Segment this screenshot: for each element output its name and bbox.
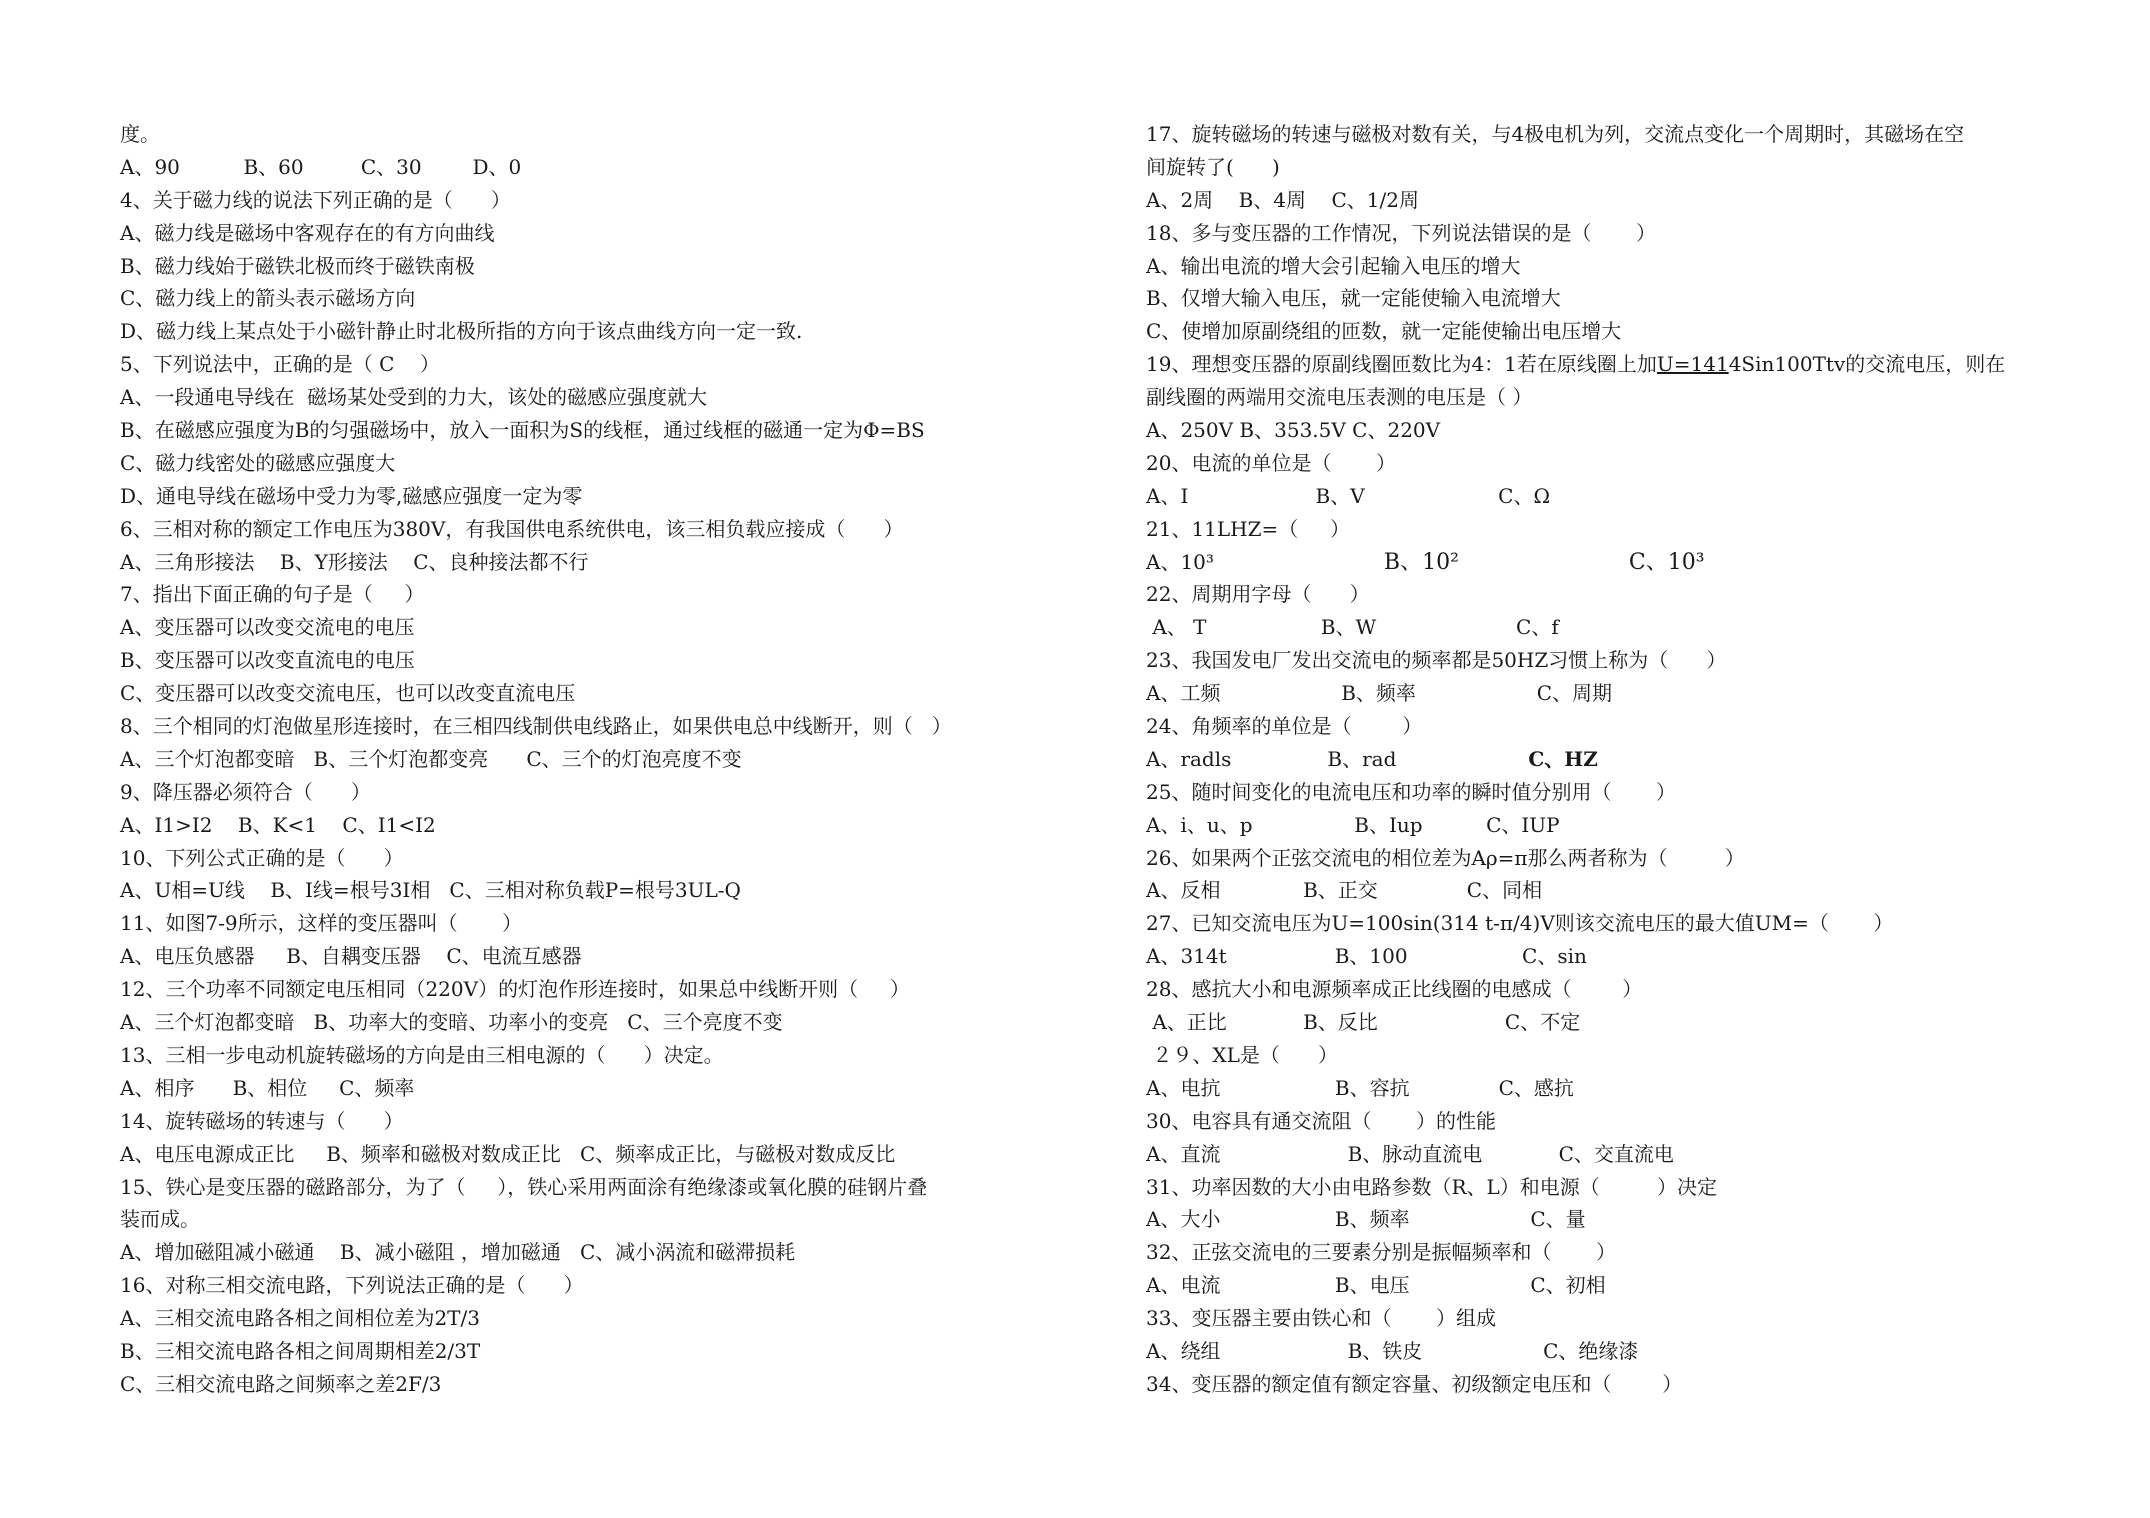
right-line: 28、感抗大小和电源频率成正比线圈的电感成（ ）: [1146, 977, 1643, 1002]
left-line: A、变压器可以改变交流电的电压: [120, 615, 415, 640]
left-line: 6、三相对称的额定工作电压为380V，有我国供电系统供电，该三相负载应接成（ ）: [120, 516, 904, 541]
right-line: A、反相 B、正交 C、同相: [1146, 878, 1543, 903]
left-line: 15、铁心是变压器的磁路部分，为了（ ），铁心采用两面涂有绝缘漆或氧化膜的硅钢片叠: [120, 1174, 928, 1199]
left-line: A、相序 B、相位 C、频率: [120, 1075, 415, 1100]
left-line: B、磁力线始于磁铁北极而终于磁铁南极: [120, 253, 475, 278]
left-line: D、磁力线上某点处于小磁针静止时北极所指的方向于该点曲线方向一定一致.: [120, 319, 803, 344]
left-line: A、三相交流电路各相之间相位差为2T/3: [120, 1306, 480, 1331]
right-line: 26、如果两个正弦交流电的相位差为Aρ=π那么两者称为（ ）: [1146, 845, 1745, 870]
right-line: A、电抗 B、容抗 C、感抗: [1146, 1075, 1574, 1100]
left-line: A、三个灯泡都变暗 B、功率大的变暗、功率小的变亮 C、三个亮度不变: [120, 1010, 783, 1035]
left-line: 5、下列说法中，正确的是（ C ）: [120, 352, 440, 377]
right-line: A、直流 B、脉动直流电 C、交直流电: [1146, 1141, 1674, 1166]
right-line: A、i、u、p B、Iup C、IUP: [1146, 812, 1560, 837]
left-line: 度。: [120, 122, 160, 146]
left-line: A、增加磁阻减小磁通 B、减小磁阻 ，增加磁通 C、减小涡流和磁滞损耗: [120, 1240, 796, 1265]
right-line: A、正比 B、反比 C、不定: [1146, 1010, 1581, 1035]
right-line: A、电流 B、电压 C、初相: [1146, 1273, 1606, 1298]
left-line: 10、下列公式正确的是（ ）: [120, 845, 404, 870]
left-line: A、三个灯泡都变暗 B、三个灯泡都变亮 C、三个的灯泡亮度不变: [120, 746, 742, 771]
right-line: A、工频 B、频率 C、周期: [1146, 681, 1613, 706]
question-21-options: [1146, 546, 2046, 579]
left-line: 4、关于磁力线的说法下列正确的是（ ）: [120, 187, 511, 212]
left-column: [120, 118, 1020, 1401]
question-19-line-1: [1146, 348, 2046, 381]
q19-text-end: 4Sin100Ttv的交流电压，则在: [1728, 352, 2006, 377]
q21-option-b: B、10²: [1383, 549, 1459, 575]
left-line: 7、指出下面正确的句子是（ ）: [120, 582, 425, 607]
q24-option-a: A、radls: [1146, 746, 1232, 771]
right-line: C、使增加原副绕组的匝数，就一定能使输出电压增大: [1146, 319, 1622, 344]
right-line: A、I B、V C、Ω: [1146, 483, 1551, 508]
left-line: A、一段通电导线在 磁场某处受到的力大，该处的磁感应强度就大: [120, 385, 708, 410]
right-line: ２９、XL是（ ）: [1146, 1042, 1339, 1067]
right-line: A、绕组 B、铁皮 C、绝缘漆: [1146, 1338, 1639, 1363]
right-line: 32、正弦交流电的三要素分别是振幅频率和（ ）: [1146, 1240, 1616, 1265]
q24-option-c: C、HZ: [1528, 746, 1598, 771]
left-line: A、U相=U线 B、I线=根号3I相 C、三相对称负载P=根号3UL-Q: [120, 878, 741, 903]
left-line: A、磁力线是磁场中客观存在的有方向曲线: [120, 220, 495, 245]
left-line: A、三角形接法 B、Y形接法 C、良种接法都不行: [120, 549, 589, 574]
left-line: A、90 B、60 C、30 D、0: [120, 154, 522, 179]
right-line: B、仅增大输入电压，就一定能使输入电流增大: [1146, 286, 1561, 311]
left-line: 13、三相一步电动机旋转磁场的方向是由三相电源的（ ）决定。: [120, 1042, 724, 1067]
right-line: A、2周 B、4周 C、1/2周: [1146, 187, 1419, 212]
right-line: 30、电容具有通交流阻（ ）的性能: [1146, 1108, 1496, 1133]
right-line: 25、随时间变化的电流电压和功率的瞬时值分别用（ ）: [1146, 779, 1676, 804]
left-line: 9、降压器必须符合（ ）: [120, 779, 371, 804]
right-line: 18、多与变压器的工作情况，下列说法错误的是（ ）: [1146, 220, 1656, 245]
q24-option-b: B、rad: [1327, 746, 1397, 771]
right-line: 27、已知交流电压为U=100sin(314 t-π/4)V则该交流电压的最大值UM=（ ）: [1146, 911, 1894, 936]
left-line: C、磁力线密处的磁感应强度大: [120, 450, 396, 475]
q21-option-a: A、10³: [1146, 549, 1214, 574]
question-19-line-2: 副线圈的两端用交流电压表测的电压是（ ）: [1146, 385, 1533, 410]
question-19-options: A、250V B、353.5V C、220V: [1146, 418, 1441, 443]
left-line: 8、三个相同的灯泡做星形连接时，在三相四线制供电线路止，如果供电总中线断开，则（ ）: [120, 714, 952, 739]
left-line: B、在磁感应强度为B的匀强磁场中，放入一面积为S的线框，通过线框的磁通一定为Φ=BS: [120, 418, 925, 443]
right-line: 20、电流的单位是（ ）: [1146, 450, 1396, 475]
left-line: A、电压负感器 B、自耦变压器 C、电流互感器: [120, 944, 582, 969]
right-line: A、 T B、W C、f: [1146, 615, 1559, 640]
right-line: 17、旋转磁场的转速与磁极对数有关，与4极电机为列，交流点变化一个周期时，其磁场在空: [1146, 122, 1965, 146]
q19-underlined: U=141: [1656, 352, 1729, 377]
left-line: 16、对称三相交流电路，下列说法正确的是（ ）: [120, 1273, 584, 1298]
left-line: 12、三个功率不同额定电压相同（220V）的灯泡作形连接时，如果总中线断开则（ ）: [120, 977, 910, 1002]
left-line: 11、如图7-9所示，这样的变压器叫（ ）: [120, 911, 523, 936]
right-line: 31、功率因数的大小由电路参数（R、L）和电源（ ）决定: [1146, 1174, 1718, 1199]
left-line: A、电压电源成正比 B、频率和磁极对数成正比 C、频率成正比，与磁极对数成反比: [120, 1141, 896, 1166]
left-line: C、三相交流电路之间频率之差2F/3: [120, 1371, 442, 1396]
left-line: 14、旋转磁场的转速与（ ）: [120, 1108, 404, 1133]
left-line: D、通电导线在磁场中受力为零,磁感应强度一定为零: [120, 483, 583, 508]
q21-option-c: C、10³: [1628, 549, 1705, 575]
right-line: 22、周期用字母（ ）: [1146, 582, 1370, 607]
right-line: A、314t B、100 C、sin: [1146, 944, 1587, 969]
left-line: C、变压器可以改变交流电压，也可以改变直流电压: [120, 681, 576, 706]
left-line: 装而成。: [120, 1207, 200, 1232]
right-line: 23、我国发电厂发出交流电的频率都是50HZ习惯上称为（ ）: [1146, 648, 1727, 673]
right-line: 24、角频率的单位是（ ）: [1146, 714, 1423, 739]
left-line: B、三相交流电路各相之间周期相差2/3T: [120, 1338, 481, 1363]
left-line: B、变压器可以改变直流电的电压: [120, 648, 415, 673]
right-line: 21、11LHZ=（ ）: [1146, 516, 1351, 541]
right-line: 34、变压器的额定值有额定容量、初级额定电压和（ ）: [1146, 1371, 1683, 1396]
question-24-options: [1146, 743, 2046, 776]
left-line: C、磁力线上的箭头表示磁场方向: [120, 286, 416, 311]
left-line: A、I1>I2 B、K<1 C、I1<I2: [120, 812, 436, 837]
right-line: 间旋转了( ): [1146, 154, 1280, 179]
right-line: 33、变压器主要由铁心和（ ）组成: [1146, 1306, 1496, 1331]
right-line: A、大小 B、频率 C、量: [1146, 1207, 1586, 1232]
right-column: [1146, 118, 2046, 1401]
right-line: A、输出电流的增大会引起输入电压的增大: [1146, 253, 1521, 278]
q19-text: 19、理想变压器的原副线圈匝数比为4：1若在原线圈上加: [1146, 352, 1657, 377]
